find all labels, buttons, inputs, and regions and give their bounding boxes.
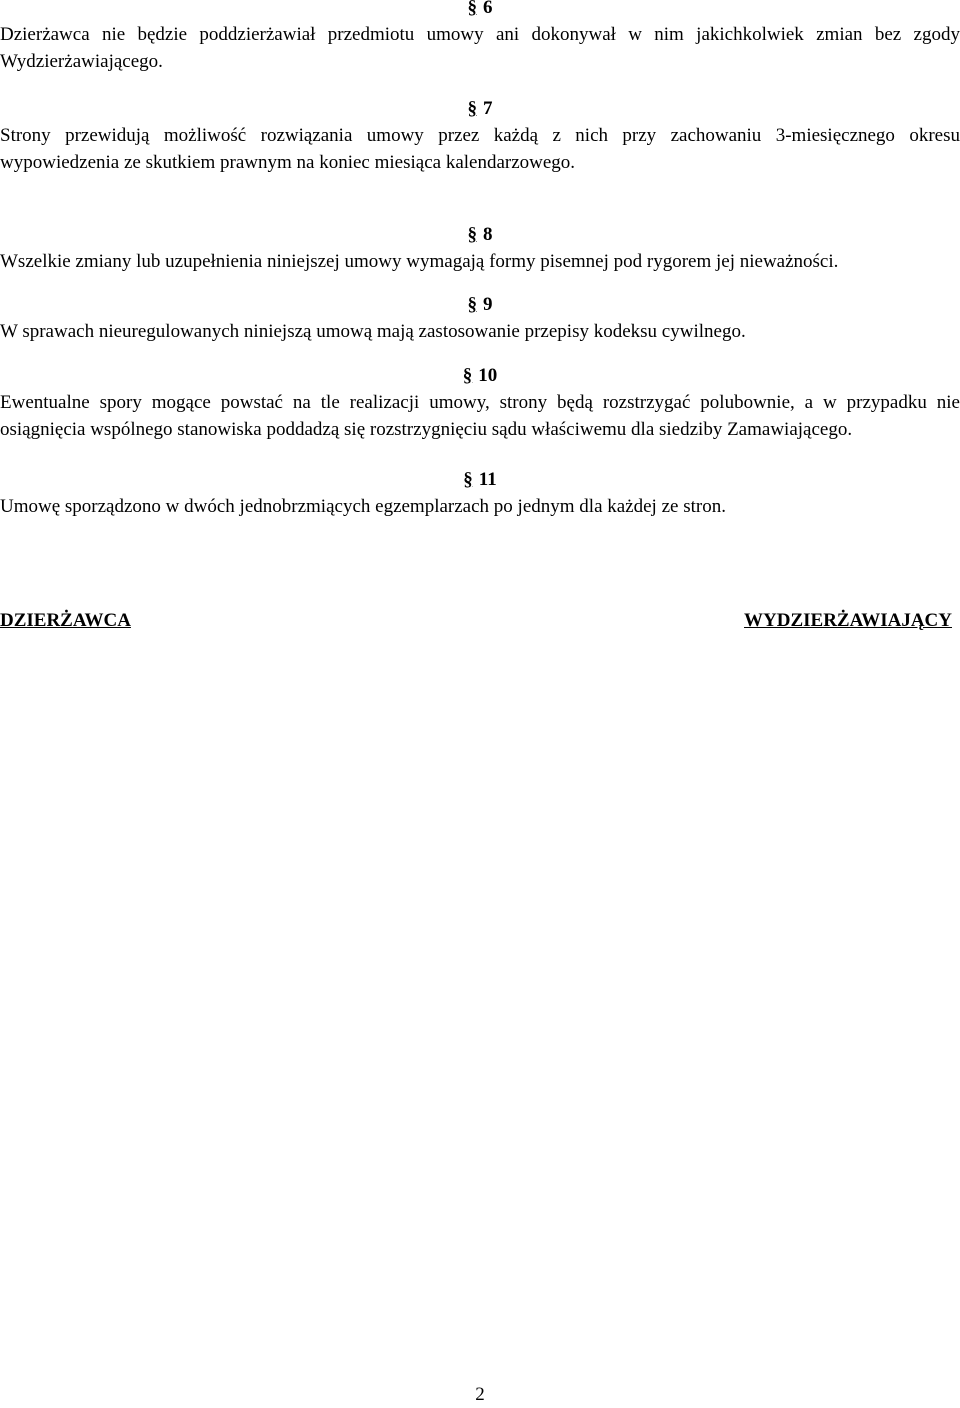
section-mark: § (467, 224, 477, 245)
section-9 (0, 291, 960, 345)
section-9-heading (0, 291, 960, 318)
section-6-text: Dzierżawca nie będzie poddzierżawiał przedmiotu umowy ani dokonywał w nim jakichkolwiek zmian bez zgody Wydzierżawiającego. (0, 24, 960, 72)
section-mark: § (467, 98, 477, 119)
section-11-heading (0, 466, 960, 493)
section-10-heading (0, 362, 960, 389)
section-6-heading (0, 0, 960, 21)
section-11 (0, 466, 960, 520)
section-number: 8 (483, 224, 493, 245)
section-9-text: W sprawach nieuregulowanych niniejszą umową mają zastosowanie przepisy kodeksu cywilnego. (0, 321, 746, 342)
signature-lessee: DZIERŻAWCA (0, 610, 131, 631)
section-mark: § (463, 469, 473, 490)
section-mark: § (467, 294, 477, 315)
section-number: 6 (483, 0, 493, 18)
section-number: 7 (483, 98, 493, 119)
section-8-text: Wszelkie zmiany lub uzupełnienia niniejszej umowy wymagają formy pisemnej pod rygorem jej nieważności. (0, 251, 839, 272)
section-10-text: Ewentualne spory mogące powstać na tle realizacji umowy, strony będą rozstrzygać polubownie, a w przypadku nie osiągnięcia wspólnego stanowiska poddadzą się rozstrzygnięciu sądu właściwemu dla siedziby Zamawiającego. (0, 392, 960, 440)
section-8 (0, 221, 960, 275)
section-mark: § (462, 365, 473, 386)
section-7-heading (0, 95, 960, 122)
section-number: 9 (483, 294, 493, 315)
section-mark: § (467, 0, 477, 18)
section-7-text: Strony przewidują możliwość rozwiązania umowy przez każdą z nich przy zachowaniu 3-miesięcznego okresu wypowiedzenia ze skutkiem prawnym na koniec miesiąca kalendarzowego. (0, 125, 960, 173)
section-8-heading (0, 221, 960, 248)
section-number: 10 (478, 365, 498, 386)
page-number: 2 (475, 1384, 485, 1405)
signature-lessor: WYDZIERŻAWIAJĄCY (744, 610, 952, 631)
section-10 (0, 362, 960, 443)
section-6 (0, 0, 960, 75)
section-7 (0, 95, 960, 176)
section-number: 11 (478, 469, 497, 490)
section-11-text: Umowę sporządzono w dwóch jednobrzmiących egzemplarzach po jednym dla każdej ze stron. (0, 496, 726, 517)
